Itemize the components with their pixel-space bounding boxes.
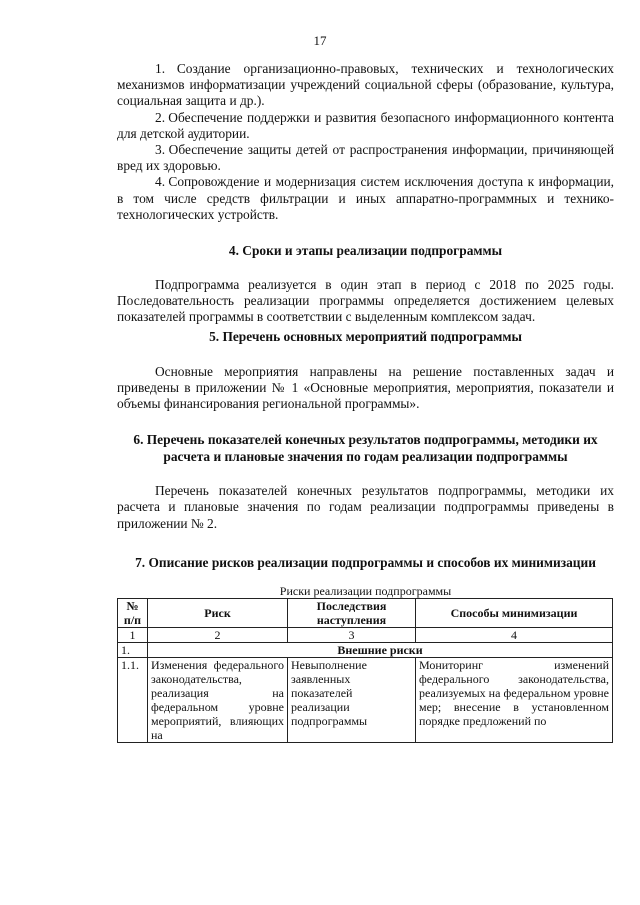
header-consequences: Последствия наступления [288,599,416,628]
task-item-1: 1. Создание организационно-правовых, технических и технологических механизмов информатизации учреждений социальной сферы (образование, культура, социальная защита и др.). [117,61,618,109]
table-caption: Риски реализации подпрограммы [279,584,452,599]
header-risk: Риск [148,599,288,628]
task-item-2: 2. Обеспечение поддержки и развития безопасного информационного контента для детской аудитории. [117,109,618,141]
header-number: № п/п [118,599,148,628]
row-consequence: Невыполнение заявленных показателей реализации подпрограммы [288,658,416,743]
section-4-text: Подпрограмма реализуется в один этап в период с 2018 по 2025 годы. Последовательность реализации программы определяется достижением целевых показателей программы в соответствии с выделенным комплексом задач. [117,276,614,324]
column-number: 4 [416,628,613,643]
table-row [118,658,613,743]
section-4-title: 4. Сроки и этапы реализации подпрограммы [228,243,503,259]
row-risk: Изменения федерального законодательства, реализация на федеральном уровне мероприятий, влияющих на [148,658,288,743]
group-label: Внешние риски [148,643,613,658]
row-mitigation: Мониторинг изменений федерального законодательства, реализуемых на федеральном уровне мер; внесение в установленном порядке предложений по [416,658,613,743]
column-number: 1 [118,628,148,643]
section-7-title: 7. Описание рисков реализации подпрограммы и способов их минимизации [135,554,596,570]
tasks-list [117,61,618,223]
column-number-row [118,628,613,643]
section-6-text: Перечень показателей конечных результатов подпрограммы, методики их расчета и плановые значения по годам реализации подпрограммы приведены в приложении № 2. [117,483,614,531]
column-number: 3 [288,628,416,643]
section-5-title: 5. Перечень основных мероприятий подпрограммы [209,329,522,345]
risks-table [117,598,613,743]
table-header-row [118,599,613,628]
document-body [117,61,618,743]
column-number: 2 [148,628,288,643]
page-number: 17 [313,33,327,48]
group-number: 1. [118,643,148,658]
group-row [118,643,613,658]
task-item-4: 4. Сопровождение и модернизация систем исключения доступа к информации, в том числе средств фильтрации и иных аппаратно-программных и технико-технологических устройств. [117,174,618,222]
row-number: 1.1. [118,658,148,743]
header-mitigation: Способы минимизации [416,599,613,628]
section-5-text: Основные мероприятия направлены на решение поставленных задач и приведены в приложении № 1 «Основные мероприятия, мероприятия, показатели и объемы финансирования региональной программы». [117,363,614,412]
task-item-3: 3. Обеспечение защиты детей от распространения информации, причиняющей вред их здоровью. [117,142,618,174]
section-6-title: 6. Перечень показателей конечных результатов подпрограммы, методики их расчета и плановые значения по годам реализации подпрограммы [133,432,598,464]
